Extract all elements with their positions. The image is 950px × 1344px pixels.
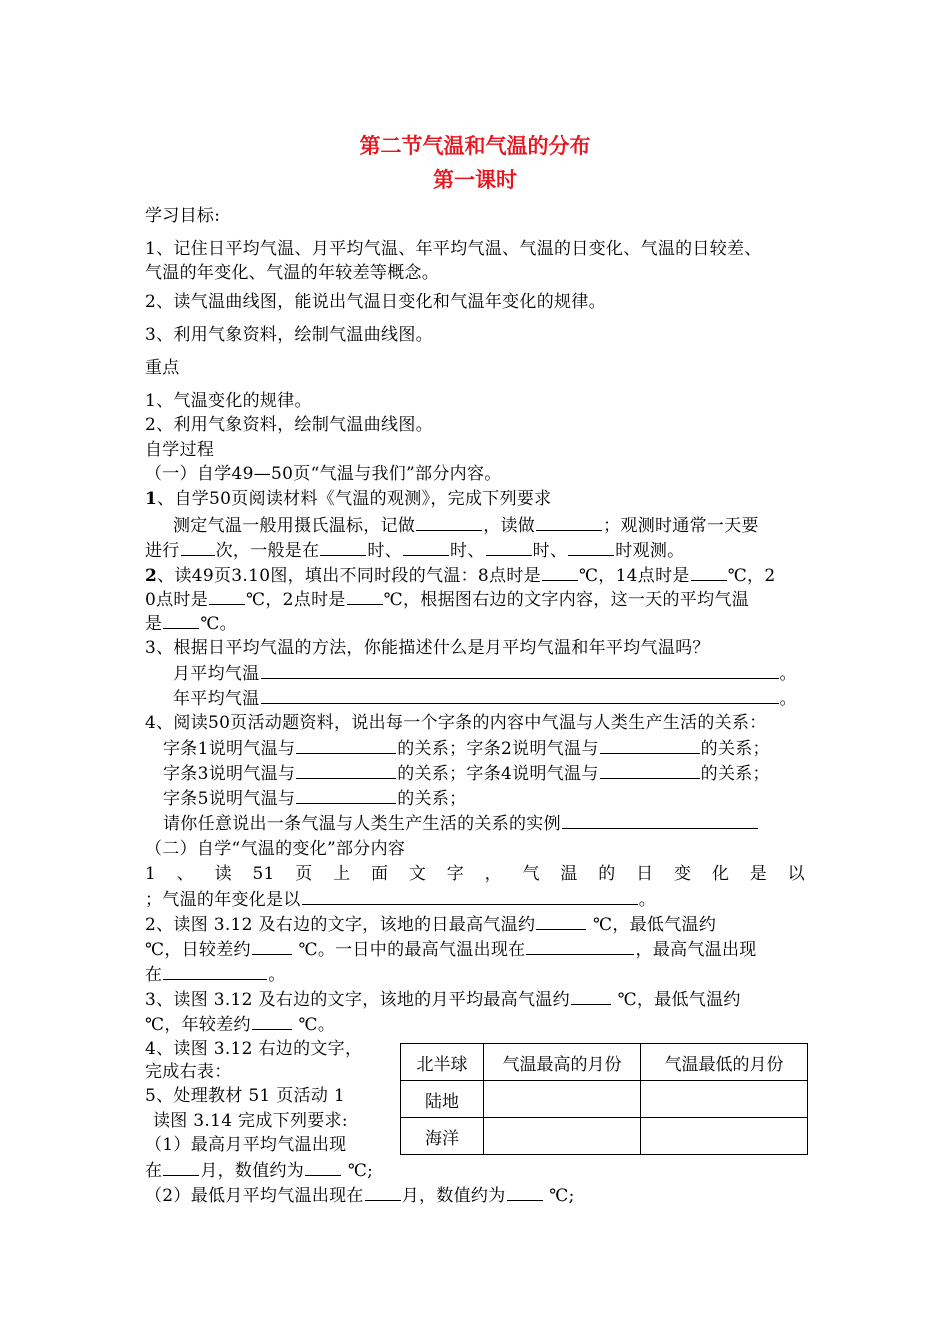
spaced-char: 上 [333,864,351,884]
part1-heading: （一）自学49—50页“气温与我们”部分内容。 [145,464,502,484]
blank-field[interactable] [347,588,383,605]
page-subtitle: 第一课时 [433,168,517,192]
question-2-line2 [145,588,749,611]
blank-field[interactable] [416,514,482,531]
spaced-char: 字 [446,864,465,884]
question-1-line2 [173,514,759,537]
question-4-row1 [163,737,770,760]
blank-field[interactable] [568,539,614,556]
text: ℃。 [298,1015,336,1035]
spaced-char: 的 [598,864,616,884]
question-4: 4、阅读50页活动题资料，说出每一个字条的内容中气温与人类生产生活的关系： [145,713,767,733]
spaced-char: 文 [408,864,427,884]
question-3: 3、根据日平均气温的方法，你能描述什么是月平均气温和年平均气温吗？ [145,638,710,658]
text: 时观测。 [615,541,685,561]
text: ；气温的年变化是以 [145,890,301,910]
spaced-char: 化 [711,864,730,884]
text: 年平均气温 [173,689,260,709]
question-1 [145,488,551,510]
blank-field[interactable] [562,812,758,829]
text: 的关系； [397,789,467,809]
spaced-char: 是 [749,864,768,884]
blank-field[interactable] [296,762,396,779]
text: 的关系； [700,764,770,784]
text: 请你任意说出一条气温与人类生产生活的关系的实例 [163,814,561,834]
blank-field[interactable] [302,888,638,905]
spaced-char: 页 [295,864,313,884]
question-2-line3 [145,612,237,635]
question-3-year [173,687,797,710]
spaced-char: 以 [787,864,805,884]
text: 3、读图 3.12 及右边的文字，该地的月平均最高气温约 [145,990,570,1010]
spaced-char: 1 [145,864,157,884]
text: ℃，根据图右边的文字内容，这一天的平均气温 [383,590,749,610]
table-cell[interactable] [641,1118,808,1155]
question-2-line1 [145,564,775,587]
part2-question-5-line2: 读图 3.14 完成下列要求: [153,1111,348,1131]
spaced-char: 日 [636,864,654,884]
blank-field[interactable] [507,1184,543,1201]
part2-question-3-line1 [145,988,741,1011]
part2-question-2-line3 [145,963,286,986]
question-4-row2 [163,762,770,785]
spaced-char: 变 [673,864,692,884]
text: ℃，14点时是 [578,566,690,586]
text: ℃，最低气温约 [617,990,741,1010]
text: 0点时是 [145,590,209,610]
table-header-row [401,1044,808,1081]
blank-field[interactable] [163,612,199,629]
table-cell[interactable] [484,1081,641,1118]
temperature-month-table [400,1043,808,1155]
text: 字条2说明气温与 [466,739,599,759]
blank-field[interactable] [571,988,611,1005]
question-3-month [173,662,797,685]
spaced-char: 面 [370,864,389,884]
text: 。 [779,664,797,684]
spaced-char: 、 [176,864,194,884]
table-cell[interactable] [641,1081,808,1118]
text: 时、 [532,541,568,561]
part2-question-3-line2 [145,1013,335,1036]
blank-field[interactable] [365,1184,401,1201]
question-number: 1 [145,489,158,509]
text: 字条5说明气温与 [163,789,296,809]
question-number: 2 [145,566,158,586]
blank-field[interactable] [296,737,396,754]
spaced-char: 读 [214,864,232,884]
blank-field[interactable] [600,762,700,779]
page-title: 第二节气温和气温的分布 [359,134,591,158]
text: ℃; [549,1186,575,1206]
table-row [401,1118,808,1155]
part2-question-4-line2: 完成右表： [145,1062,232,1082]
part2-question-5-sub2 [145,1184,575,1207]
text: 字条1说明气温与 [163,739,296,759]
question-4-example [163,812,759,835]
process-heading: 自学过程 [145,440,215,460]
spaced-char: ， [484,864,502,884]
text: 时、 [450,541,485,561]
text: 字条4说明气温与 [466,764,599,784]
blank-field[interactable] [252,938,292,955]
text: ；观测时通常一天要 [603,516,759,536]
text: ℃，2点时是 [246,590,346,610]
text: 。 [638,890,657,910]
objective-3: 3、利用气象资料，绘制气温曲线图。 [145,325,433,345]
table-cell[interactable] [484,1118,641,1155]
part2-question-5-sub1a: （1）最高月平均气温出现 [145,1135,347,1155]
blank-field[interactable] [252,1013,292,1030]
blank-field[interactable] [261,662,779,679]
blank-field[interactable] [536,913,586,930]
blank-field[interactable] [542,564,578,581]
text: 时、 [367,541,403,561]
part2-question-4-line1: 4、读图 3.12 右边的文字， [145,1039,363,1059]
text: 、读49页3.10图，填出不同时段的气温：8点时是 [157,566,541,586]
text: ℃，年较差约 [145,1015,251,1035]
part2-question-5-sub1b [145,1159,373,1182]
blank-field[interactable] [261,687,779,704]
spaced-char: 气 [522,864,540,884]
text: 。 [268,965,286,985]
part2-question-2-line2 [145,938,757,961]
blank-field[interactable] [691,564,727,581]
blank-field[interactable] [486,539,532,556]
text: ℃，日较差约 [145,940,251,960]
text: 的关系； [397,764,467,784]
blank-field[interactable] [305,1159,341,1176]
text: ℃，2 [727,566,776,586]
text: ，最高气温出现 [635,940,757,960]
key-point-1: 1、气温变化的规律。 [145,391,312,411]
blank-field[interactable] [526,938,634,955]
text: 月，数值约为 [401,1186,506,1206]
blank-field[interactable] [320,539,366,556]
table-header-cell: 气温最低的月份 [641,1044,808,1081]
text: 在 [145,965,163,985]
objective-2: 2、读气温曲线图，能说出气温日变化和气温年变化的规律。 [145,292,606,312]
blank-field[interactable] [163,1159,199,1176]
text: 次，一般是在 [215,541,320,561]
text: 。 [779,689,797,709]
objective-1b: 气温的年变化、气温的年较差等概念。 [145,263,440,283]
text: 测定气温一般用摄氏温标，记做 [173,516,416,536]
table-header-cell: 气温最高的月份 [484,1044,641,1081]
question-text: 、自学50页阅读材料《气温的观测》，完成下列要求 [157,489,552,509]
objective-1a: 1、记住日平均气温、月平均气温、年平均气温、气温的日变化、气温的日较差、 [145,239,762,259]
text: ℃。一日中的最高气温出现在 [298,940,526,960]
text: 是 [145,614,163,634]
key-heading: 重点 [145,358,180,378]
blank-field[interactable] [403,539,449,556]
question-1-line3 [145,539,684,562]
part2-question-5-line1: 5、处理教材 51 页活动 1 [145,1086,345,1106]
text: 的关系； [397,739,467,759]
part2-question-2-line1 [145,913,716,936]
part2-question-1-line2 [145,888,656,911]
objectives-heading: 学习目标: [145,206,221,226]
text: 的关系； [700,739,770,759]
blank-field[interactable] [181,539,215,556]
text: 进行 [145,541,180,561]
text: ，读做 [483,516,536,536]
text: ℃。 [200,614,237,634]
text: ℃，最低气温约 [593,915,717,935]
text: 在 [145,1161,163,1181]
text: 月，数值约为 [200,1161,305,1181]
text: ℃; [347,1161,374,1181]
blank-field[interactable] [163,963,267,980]
blank-field[interactable] [600,737,700,754]
table-header-cell: 北半球 [401,1044,484,1081]
question-4-row3 [163,787,466,810]
spaced-char: 温 [560,864,578,884]
part2-heading: （二）自学“气温的变化”部分内容 [145,839,406,859]
text: （2）最低月平均气温出现在 [145,1186,364,1206]
table-row-label: 海洋 [401,1118,484,1155]
blank-field[interactable] [536,514,602,531]
text: 字条3说明气温与 [163,764,296,784]
text: 2、读图 3.12 及右边的文字，该地的日最高气温约 [145,915,536,935]
spaced-char: 51 [252,864,275,884]
text: 月平均气温 [173,664,260,684]
table-row [401,1081,808,1118]
blank-field[interactable] [296,787,396,804]
blank-field[interactable] [209,588,245,605]
key-point-2: 2、利用气象资料，绘制气温曲线图。 [145,415,433,435]
part2-question-1-line1 [145,863,805,885]
table-row-label: 陆地 [401,1081,484,1118]
